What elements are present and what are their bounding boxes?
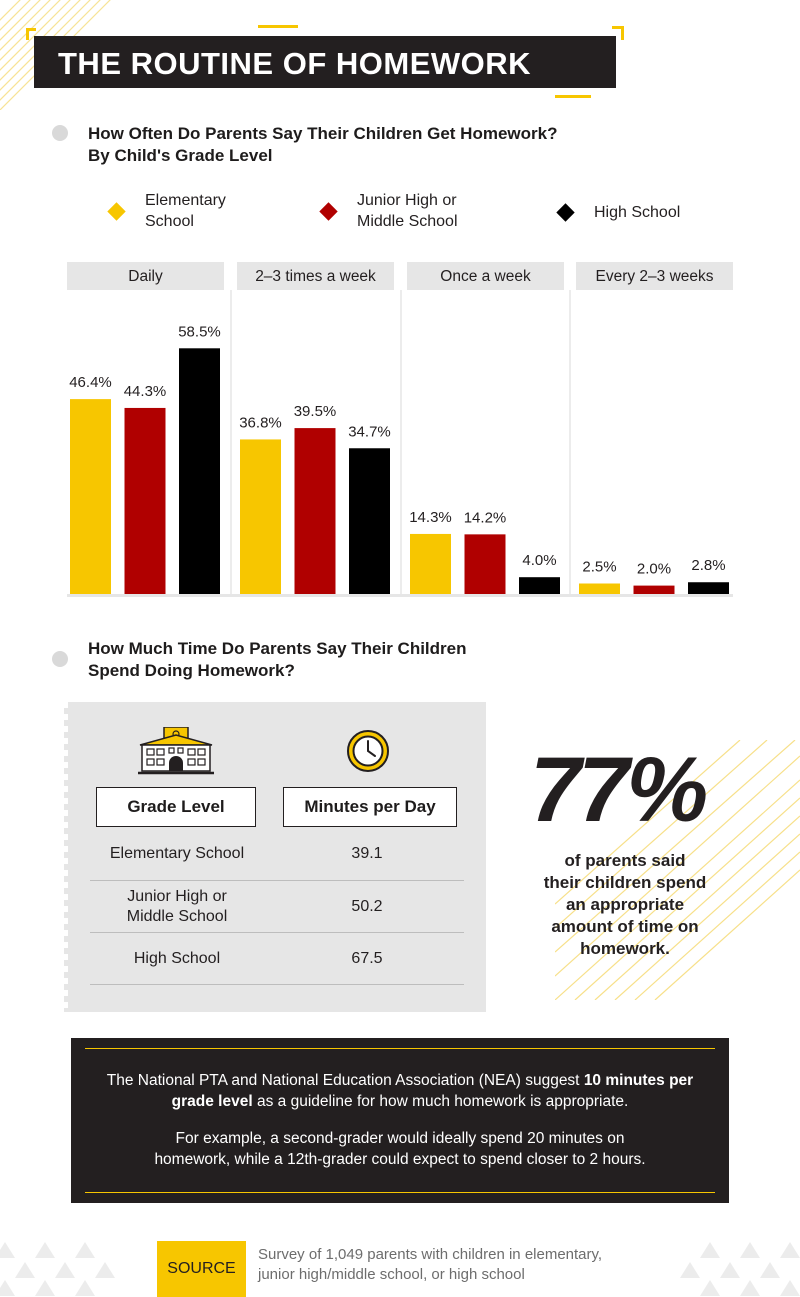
note-bottom-rule — [85, 1192, 715, 1193]
table-cell-grade: High School — [133, 949, 221, 967]
bar — [579, 584, 620, 595]
title-accent-top — [258, 25, 298, 28]
table-cell-minutes: 67.5 — [351, 949, 383, 967]
section1-heading — [88, 123, 688, 167]
legend-label-line2: School — [145, 213, 194, 230]
bar — [349, 448, 390, 594]
bar — [410, 534, 451, 594]
table-cell-minutes: 39.1 — [351, 845, 383, 862]
section2-heading-line1: How Much Time Do Parents Say Their Children — [88, 639, 467, 658]
legend-label-line1: Junior High or — [357, 192, 457, 209]
stat-description: of parents said their children spend an appropriate amount of time on homework. — [543, 851, 707, 958]
bar — [70, 399, 111, 594]
legend-item-elementary — [110, 190, 226, 232]
legend-label-line2: Middle School — [357, 213, 458, 230]
data-label: 36.8% — [239, 414, 282, 432]
data-label: 2.5% — [582, 558, 617, 576]
data-label: 4.0% — [522, 552, 557, 570]
section2-heading-line2: Spend Doing Homework? — [88, 661, 295, 680]
data-label: 46.4% — [69, 374, 112, 392]
legend-label-line1: Elementary — [145, 192, 226, 209]
data-label: 14.2% — [463, 509, 507, 527]
source-text: Survey of 1,049 parents with children in elementary, junior high/middle school, or high school — [258, 1246, 603, 1283]
bar — [688, 582, 729, 594]
section1-bullet — [52, 125, 68, 141]
clock-icon — [346, 729, 390, 773]
note-paragraph-2: For example, a second-grader would ideally spend 20 minutes on homework, while a 12th-grader could expect to spend closer to 2 hours. — [154, 1130, 646, 1168]
homework-frequency-chart — [0, 255, 800, 605]
section2-bullet — [52, 651, 68, 667]
section1-heading-line1: How Often Do Parents Say Their Children Get Homework? — [88, 124, 558, 143]
table-row — [90, 933, 464, 985]
data-label: 2.0% — [636, 560, 672, 578]
section2-heading — [88, 638, 608, 682]
data-label: 2.8% — [691, 557, 726, 575]
school-building-icon — [138, 727, 214, 775]
data-label: 39.5% — [293, 403, 337, 421]
legend-swatch-high-school — [556, 203, 574, 221]
stat-percentage: 77% — [530, 739, 706, 841]
data-label: 14.3% — [409, 508, 452, 526]
page-title: THE ROUTINE OF HOMEWORK — [58, 46, 532, 81]
legend-label-line1: High School — [594, 204, 681, 221]
category-label: Once a week — [440, 268, 531, 285]
section1-heading-line2: By Child's Grade Level — [88, 146, 273, 165]
bar — [634, 586, 675, 594]
title-banner — [34, 36, 616, 88]
data-label: 34.7% — [348, 423, 391, 441]
category-label: 2–3 times a week — [255, 268, 376, 285]
category-label: Daily — [128, 268, 163, 285]
table-cell-grade: Junior High or Middle School — [126, 887, 228, 925]
legend-swatch-junior-high — [319, 202, 337, 220]
note-top-rule — [85, 1048, 715, 1049]
baseline — [67, 594, 733, 597]
bar — [125, 408, 166, 594]
legend-swatch-elementary — [107, 202, 125, 220]
bar — [519, 577, 560, 594]
triangle-pattern-right — [670, 1238, 800, 1297]
guideline-note-box — [71, 1038, 729, 1203]
data-label: 44.3% — [123, 382, 167, 400]
source-badge: SOURCE — [157, 1241, 246, 1297]
bar — [465, 534, 506, 594]
bar — [295, 428, 336, 594]
table-header-minutes-per-day: Minutes per Day — [283, 787, 457, 827]
triangle-pattern-left — [0, 1238, 130, 1297]
table-cell-minutes: 50.2 — [351, 897, 383, 915]
table-row — [90, 828, 464, 881]
table-cell-grade: Elementary School — [109, 845, 245, 862]
legend-item-high-school — [559, 202, 680, 223]
bar — [179, 348, 220, 594]
data-label: 58.5% — [178, 323, 221, 341]
table-header-grade-level: Grade Level — [96, 787, 256, 827]
bar — [240, 439, 281, 594]
note-paragraph-1: The National PTA and National Education Association (NEA) suggest 10 minutes per grade level as a guideline for how much homework is appropriate. — [106, 1072, 694, 1110]
category-label: Every 2–3 weeks — [595, 268, 714, 285]
panel-perforated-edge — [60, 702, 68, 1012]
table-row — [90, 881, 464, 933]
legend-item-junior-high — [322, 190, 458, 232]
title-accent-bottom — [555, 95, 591, 98]
